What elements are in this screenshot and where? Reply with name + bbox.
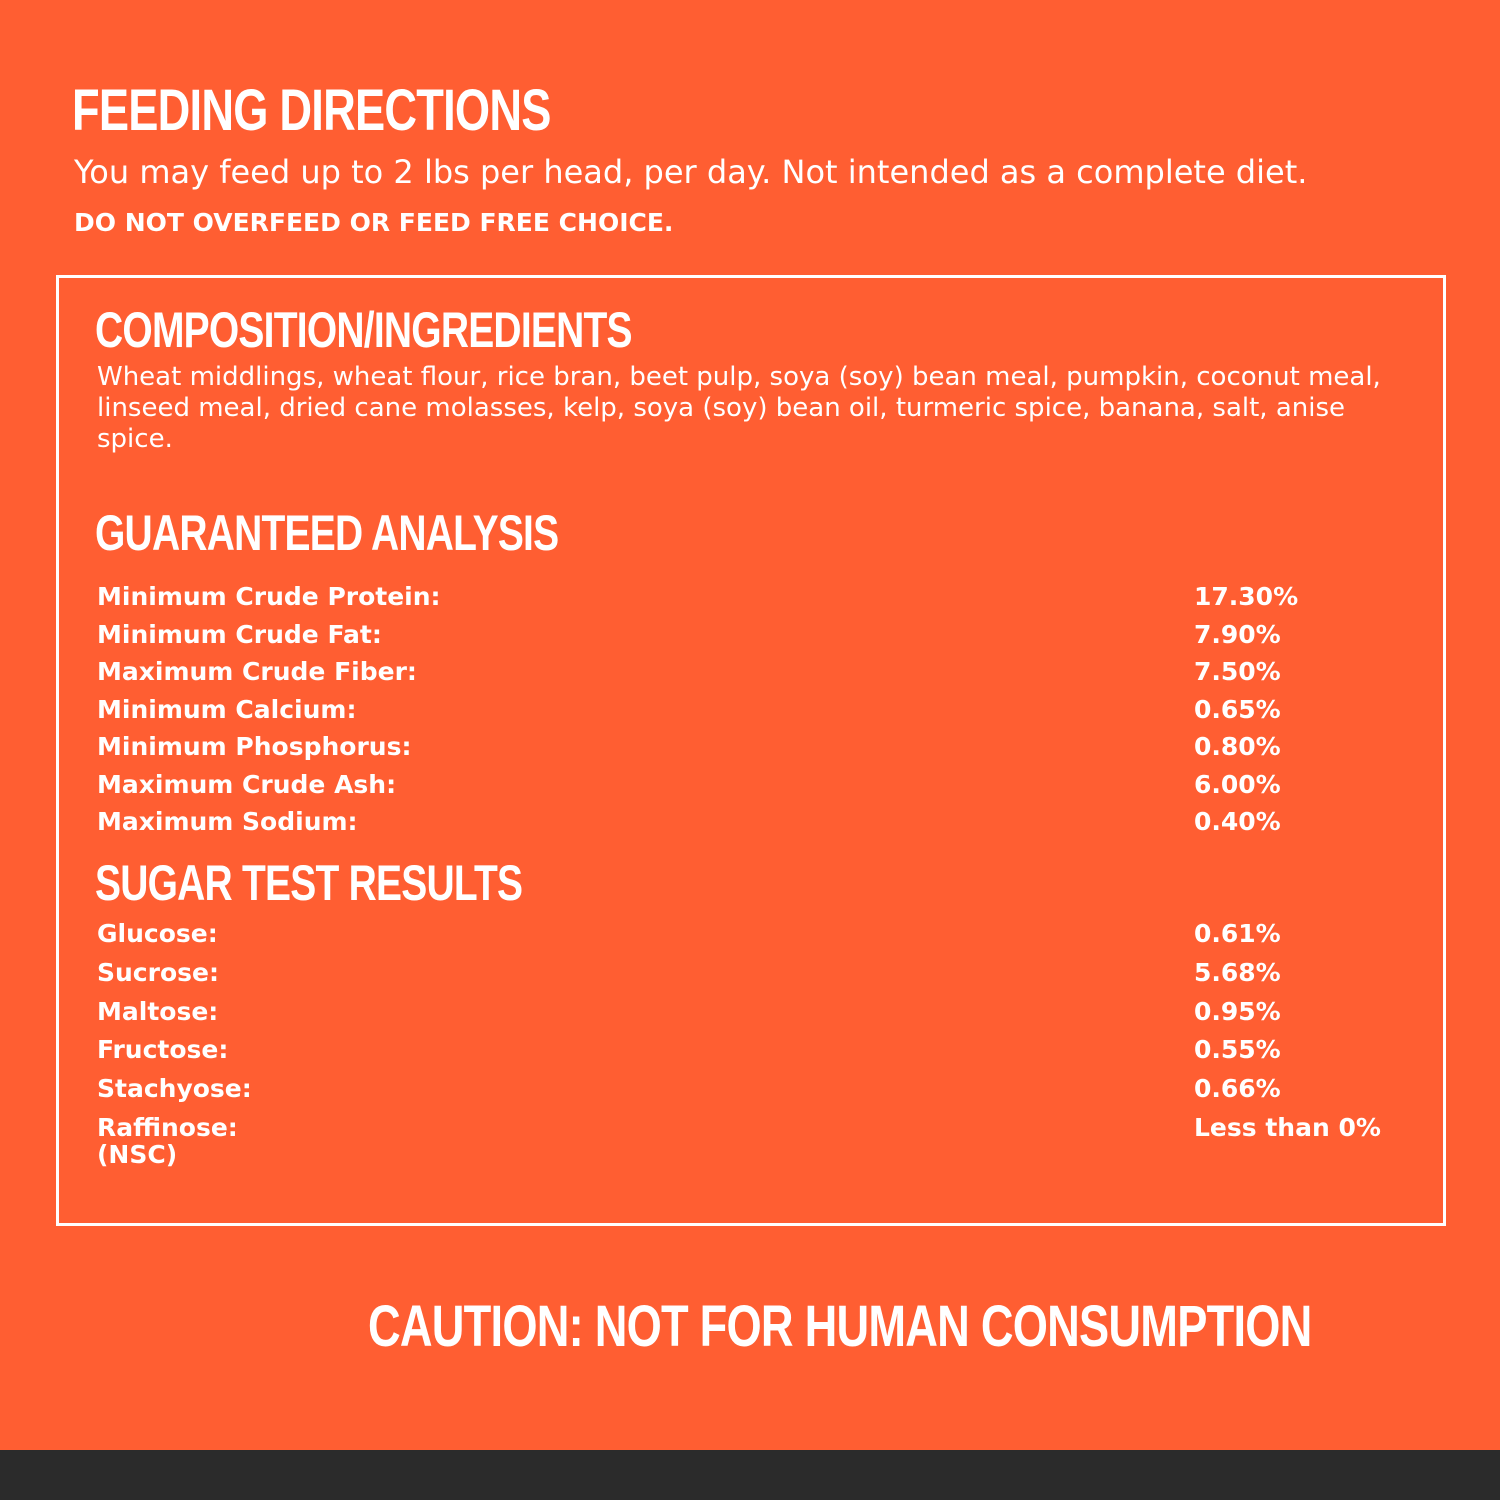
analysis-value: 0.80% [1194,732,1281,761]
sugar-label: Raffinose: [97,1112,238,1142]
sugar-test-title: SUGAR TEST RESULTS [95,855,523,911]
analysis-label: Maximum Sodium: [97,807,358,836]
analysis-label: Minimum Phosphorus: [97,732,412,761]
footer-bar [0,1450,1500,1500]
analysis-label: Maximum Crude Ash: [97,769,397,799]
sugar-value: 0.61% [1194,919,1281,948]
sugar-value: 0.55% [1194,1035,1281,1065]
sugar-row [97,954,1417,993]
guaranteed-analysis-title: GUARANTEED ANALYSIS [95,505,559,561]
sugar-row [97,915,1417,954]
analysis-value: 7.50% [1194,657,1281,686]
sugar-row [97,1109,1417,1148]
analysis-value: 0.40% [1194,807,1281,836]
sugar-label: Sucrose: [97,957,219,987]
analysis-label: Minimum Crude Fat: [97,619,382,649]
sugar-value: 0.95% [1194,996,1281,1026]
analysis-label: Minimum Calcium: [97,694,357,724]
analysis-value: 6.00% [1194,769,1281,799]
sugar-row [97,1070,1417,1109]
sugar-value: 5.68% [1194,957,1281,987]
analysis-value: 7.90% [1194,619,1281,649]
sugar-label: Glucose: [97,919,218,948]
composition-line-1: Wheat middlings, wheat flour, rice bran, beet pulp, soya (soy) bean meal, pumpkin, coconut meal, [97,362,1381,392]
analysis-label: Minimum Crude Protein: [97,582,441,611]
sugar-test-list [97,915,1417,1148]
analysis-row [97,766,1417,804]
sugar-value: 0.66% [1194,1074,1281,1104]
guaranteed-analysis-list [97,578,1417,841]
feeding-directions-text: You may feed up to 2 lbs per head, per day. Not intended as a complete diet. [74,153,1308,191]
feeding-directions-title: FEEDING DIRECTIONS [72,78,551,143]
composition-title: COMPOSITION/INGREDIENTS [95,302,632,358]
sugar-value: Less than 0% [1194,1112,1381,1142]
composition-text [97,362,1417,455]
analysis-value: 17.30% [1194,582,1299,611]
analysis-row [97,728,1417,766]
caution-text: CAUTION: NOT FOR HUMAN CONSUMPTION [368,1294,1312,1359]
analysis-label: Maximum Crude Fiber: [97,657,417,686]
sugar-row [97,1031,1417,1070]
analysis-row [97,691,1417,729]
composition-line-2: linseed meal, dried cane molasses, kelp, soya (soy) bean oil, turmeric spice, banana, salt, anise spice. [97,393,1345,454]
feeding-warning: DO NOT OVERFEED OR FEED FREE CHOICE. [74,208,674,237]
sugar-row [97,993,1417,1032]
ingredients-analysis-box [56,275,1446,1226]
analysis-row [97,578,1417,616]
analysis-row [97,803,1417,841]
sugar-label: Stachyose: [97,1074,252,1104]
analysis-row [97,653,1417,691]
analysis-value: 0.65% [1194,694,1281,724]
nsc-note: (NSC) [97,1140,178,1169]
sugar-label: Maltose: [97,996,219,1026]
analysis-row [97,616,1417,654]
sugar-label: Fructose: [97,1035,229,1065]
